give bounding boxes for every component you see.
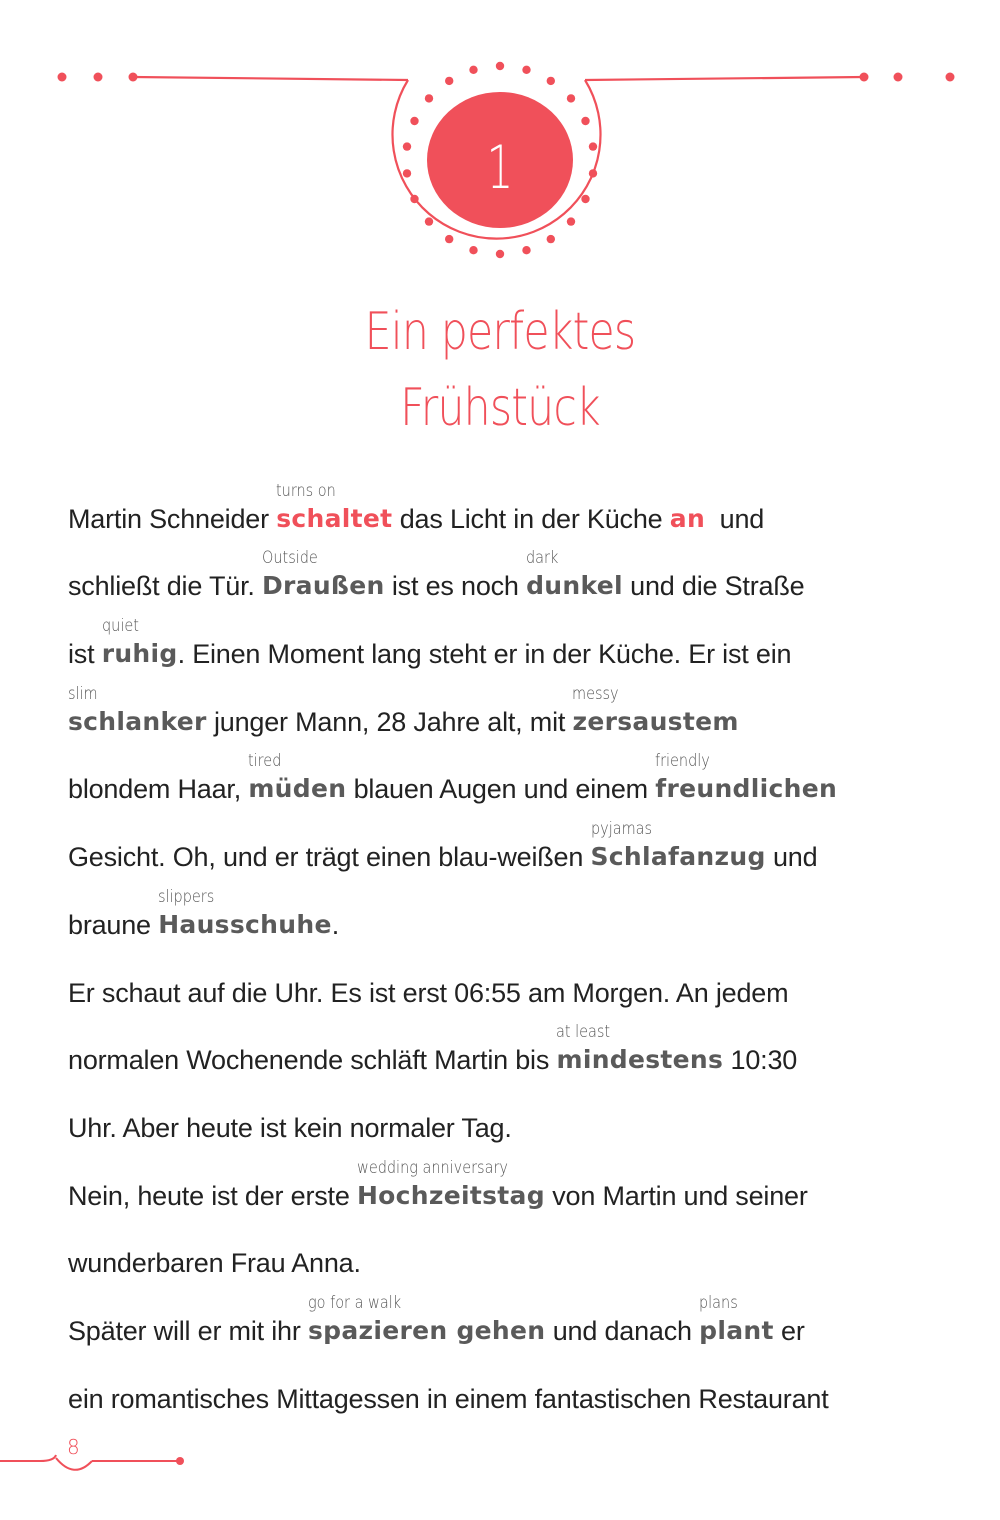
segment-text: plant xyxy=(699,1315,774,1345)
segment-text: Gesicht. Oh, und er trägt einen blau-weißen xyxy=(68,842,591,873)
text-line xyxy=(68,1211,968,1279)
ornament-ring-dot xyxy=(410,117,418,125)
vocab-word xyxy=(248,751,347,804)
ornament-line-right xyxy=(585,77,864,80)
text-segment xyxy=(68,1384,829,1414)
text-segment xyxy=(68,571,262,601)
text-segment xyxy=(207,707,573,737)
text-segment xyxy=(774,1316,805,1346)
text-segment xyxy=(68,910,158,940)
vocab-gloss: go for a walk xyxy=(307,1292,402,1313)
text-line xyxy=(68,601,968,669)
vocab-gloss: slippers xyxy=(158,886,215,907)
text-line xyxy=(68,669,968,737)
segment-text: junger Mann, 28 Jahre alt, mit xyxy=(206,706,573,737)
segment-text: Hochzeitstag xyxy=(356,1180,545,1210)
segment-text: schließt die Tür. xyxy=(68,571,262,602)
ornament-line-left xyxy=(133,77,408,80)
segment-text: ein romantisches Mittagessen in einem fantastischen Restaurant xyxy=(68,1383,829,1414)
vocab-word xyxy=(556,1022,724,1075)
segment-text: und die Straße xyxy=(622,571,805,602)
segment-text: und xyxy=(705,503,765,534)
segment-text: an xyxy=(669,503,706,533)
vocab-word xyxy=(261,548,385,601)
text-segment xyxy=(385,571,526,601)
text-line xyxy=(68,466,968,534)
ornament-ring-dot xyxy=(589,142,597,150)
chapter-title-line-2: Frühstück xyxy=(400,378,600,438)
segment-text: spazieren gehen xyxy=(307,1315,546,1345)
ornament-dots-left xyxy=(58,73,138,82)
story-text xyxy=(68,466,968,1414)
ornament-ring-dot xyxy=(403,142,411,150)
vocab-word xyxy=(655,751,838,804)
segment-text: . xyxy=(331,909,340,940)
segment-text: Hausschuhe xyxy=(158,909,332,939)
vocab-gloss: at least xyxy=(556,1022,611,1043)
text-line xyxy=(68,1008,968,1076)
ornament-ring-dot xyxy=(567,94,575,102)
text-segment xyxy=(68,978,788,1008)
segment-text: müden xyxy=(248,774,347,804)
vocab-word xyxy=(276,480,393,534)
text-segment xyxy=(68,842,591,872)
segment-text: ruhig xyxy=(101,639,178,669)
text-segment xyxy=(545,1316,699,1346)
ornament-ring-dot xyxy=(469,246,477,254)
vocab-gloss: pyjamas xyxy=(590,819,652,840)
ornament-ring-dot xyxy=(589,169,597,177)
text-line xyxy=(68,1278,968,1346)
text-line xyxy=(68,737,968,805)
vocab-word xyxy=(356,1157,545,1211)
ornament-ring-dot xyxy=(445,77,453,85)
segment-text: ist xyxy=(68,639,102,670)
text-segment xyxy=(68,1181,357,1211)
ornament-ring-dot xyxy=(567,217,575,225)
segment-text: von Martin und seiner xyxy=(544,1180,808,1211)
vocab-gloss: messy xyxy=(572,683,620,704)
segment-text: Später will er mit ihr xyxy=(68,1315,308,1346)
text-segment xyxy=(68,1248,361,1278)
vocab-gloss: dark xyxy=(526,548,559,569)
segment-text: er xyxy=(773,1315,805,1346)
ornament-ring-dot xyxy=(581,117,589,125)
ornament-ring-dot xyxy=(522,246,530,254)
ornament-ring-dot xyxy=(425,94,433,102)
vocab-gloss: quiet xyxy=(101,616,139,637)
segment-text: mindestens xyxy=(556,1045,724,1075)
text-line xyxy=(68,804,968,872)
text-segment xyxy=(68,504,276,534)
vocab-word xyxy=(101,616,178,669)
ornament-ring-dot xyxy=(522,66,530,74)
segment-text: Nein, heute ist der erste xyxy=(68,1180,357,1211)
vocab-word xyxy=(670,504,705,534)
segment-text: und xyxy=(765,842,818,873)
vocab-gloss: Outside xyxy=(261,548,318,569)
vocab-gloss: plans xyxy=(699,1292,738,1313)
segment-text: blauen Augen und einem xyxy=(346,774,656,805)
segment-text: Martin Schneider xyxy=(68,503,277,534)
chapter-number: 1 xyxy=(486,133,514,203)
segment-text: Schlafanzug xyxy=(590,842,766,872)
ornament-ring-dot xyxy=(581,195,589,203)
vocab-word xyxy=(158,886,332,940)
vocab-gloss: turns on xyxy=(276,480,336,501)
segment-text: zersaustem xyxy=(572,706,739,736)
segment-text: . Einen Moment lang steht er in der Küche. Er ist ein xyxy=(177,639,792,670)
vocab-word xyxy=(68,683,207,737)
text-segment xyxy=(623,571,805,601)
vocab-gloss: wedding anniversary xyxy=(356,1157,508,1178)
text-segment xyxy=(68,1045,556,1075)
segment-text: schlanker xyxy=(68,706,207,736)
segment-text: dunkel xyxy=(526,571,623,601)
vocab-word xyxy=(526,548,623,601)
segment-text: freundlichen xyxy=(655,774,838,804)
ornament-ring-dot xyxy=(403,169,411,177)
segment-text: blondem Haar, xyxy=(68,774,249,805)
vocab-gloss: friendly xyxy=(655,751,711,772)
segment-text: Er schaut auf die Uhr. Es ist erst 06:55 am Morgen. An jedem xyxy=(68,977,789,1008)
text-segment xyxy=(705,504,764,534)
text-segment xyxy=(346,774,655,804)
vocab-word xyxy=(572,683,739,737)
text-segment xyxy=(332,910,339,940)
segment-text: Draußen xyxy=(261,571,385,601)
ornament-ring-dot xyxy=(425,217,433,225)
vocab-word xyxy=(590,819,766,872)
chapter-title xyxy=(0,294,1000,446)
segment-text: ist es noch xyxy=(384,571,527,602)
text-line xyxy=(68,1346,968,1414)
segment-text: schaltet xyxy=(276,503,393,533)
page-footer-ornament xyxy=(0,1428,200,1488)
text-segment xyxy=(68,639,102,669)
text-segment xyxy=(68,1316,308,1346)
vocab-word xyxy=(699,1292,774,1346)
segment-text: und danach xyxy=(545,1315,700,1346)
page-number: 8 xyxy=(67,1435,80,1459)
chapter-title-line-1: Ein perfektes xyxy=(364,302,636,362)
text-segment xyxy=(545,1181,808,1211)
text-line xyxy=(68,940,968,1008)
text-segment xyxy=(723,1045,797,1075)
vocab-gloss: slim xyxy=(68,683,98,704)
segment-text: Uhr. Aber heute ist kein normaler Tag. xyxy=(68,1112,512,1143)
segment-text: braune xyxy=(68,909,159,940)
segment-text: wunderbaren Frau Anna. xyxy=(68,1248,361,1279)
ornament-ring-dot xyxy=(496,250,504,258)
text-line xyxy=(68,1075,968,1143)
ornament-ring-dot xyxy=(469,66,477,74)
segment-text: normalen Wochenende schläft Martin bis xyxy=(68,1045,557,1076)
text-line xyxy=(68,872,968,940)
text-segment xyxy=(68,774,248,804)
ornament-ring-dot xyxy=(410,195,418,203)
segment-text: das Licht in der Küche xyxy=(392,503,670,534)
segment-text: 10:30 xyxy=(723,1045,798,1076)
text-segment xyxy=(392,504,669,534)
ornament-ring-dot xyxy=(496,62,504,70)
text-segment xyxy=(178,639,792,669)
text-line xyxy=(68,1143,968,1211)
ornament-ring-dot xyxy=(547,77,555,85)
text-segment xyxy=(766,842,818,872)
ornament-dots-right xyxy=(860,73,955,82)
text-segment xyxy=(68,1113,512,1143)
vocab-word xyxy=(307,1292,546,1346)
text-line xyxy=(68,534,968,602)
vocab-gloss: tired xyxy=(248,751,282,772)
